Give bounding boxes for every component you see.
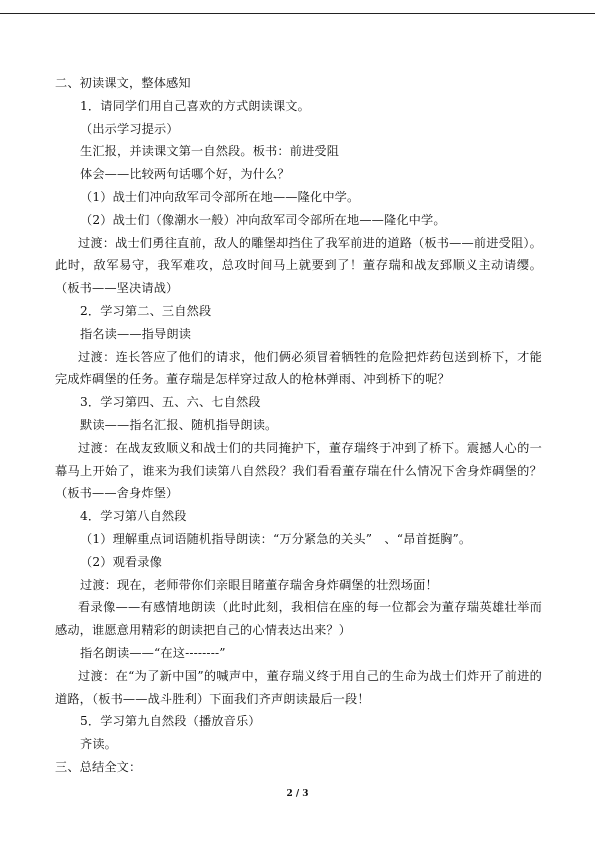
- transition-paragraph: 过渡：战士们勇往直前，敌人的雕堡却挡住了我军前进的道路（板书——前进受阻）。此时，敌军易守，我军难攻，总攻时间马上就要到了！董存瑞和战友郅顺义主动请缨。（板书——坚决请战）: [55, 235, 542, 296]
- item-4-heading: 4．学习第八自然段: [80, 509, 187, 524]
- paragraph: 指名朗读——“在这--------”: [80, 645, 226, 660]
- transition-paragraph: 过渡：现在，老师带你们亲眼目睹董存瑞舍身炸碉堡的壮烈场面！: [80, 577, 438, 592]
- paragraph: （2）观看录像: [80, 554, 162, 569]
- item-5-heading: 5．学习第九自然段（播放音乐）: [80, 714, 261, 729]
- paragraph: （1）战士们冲向敌军司令部所在地——隆化中学。: [80, 189, 360, 204]
- document-body: [55, 72, 542, 779]
- transition-paragraph: 过渡：在战友致顺义和战士们的共同掩护下，董存瑞终于冲到了桥下。震撼人心的一幕马上开始了，谁来为我们读第八自然段？我们看看董存瑞在什么情况下舍身炸碉堡的？（板书——舍身炸堡）: [55, 440, 542, 501]
- section-heading-2: 二、初读课文，整体感知: [55, 76, 191, 90]
- paragraph: （2）战士们（像潮水一般）冲向敌军司令部所在地——隆化中学。: [80, 212, 446, 227]
- transition-paragraph: 过渡：在“为了新中国”的喊声中，董存瑞义终于用自己的生命为战士们炸开了前进的道路，（板书——战斗胜利）下面我们齐声朗读最后一段！: [55, 668, 542, 706]
- paragraph: （出示学习提示）: [80, 121, 179, 136]
- paragraph: 齐读。: [80, 737, 118, 752]
- paragraph: 看录像——有感情地朗读（此时此刻，我相信在座的每一位都会为董存瑞英雄壮举而感动，谁愿意用精彩的朗读把自己的心情表达出来？）: [55, 600, 542, 638]
- paragraph: （1）理解重点词语随机指导朗读：“万分紧急的关头” 、“昂首挺胸”。: [80, 531, 472, 546]
- paragraph: 指名读——指导朗读: [80, 326, 192, 341]
- paragraph: 生汇报，并读课文第一自然段。板书：前进受阻: [80, 144, 340, 159]
- section-heading-3: 三、总结全文：: [55, 759, 142, 774]
- header-rule: [0, 13, 595, 14]
- item-3-heading: 3．学习第四、五、六、七自然段: [80, 395, 261, 410]
- item-2-heading: 2．学习第二、三自然段: [80, 303, 212, 318]
- paragraph: 默读——指名汇报、随机指导朗读。: [80, 417, 278, 432]
- item-1-heading: 1．请同学们用自己喜欢的方式朗读课文。: [80, 98, 310, 113]
- transition-paragraph: 过渡：连长答应了他们的请求，他们俩必须冒着牺牲的危险把炸药包送到桥下，才能完成炸碉堡的任务。董存瑞是怎样穿过敌人的枪林弹雨、冲到桥下的呢？: [55, 349, 542, 387]
- page-number: 2 / 3: [286, 789, 309, 799]
- paragraph: 体会——比较两句话哪个好，为什么？: [80, 167, 290, 182]
